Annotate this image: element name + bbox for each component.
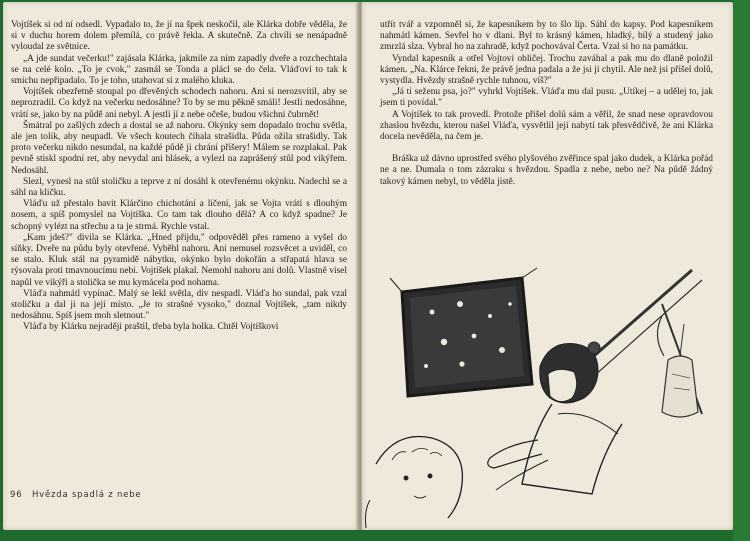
story-illustration bbox=[362, 264, 733, 530]
left-page bbox=[3, 2, 358, 530]
paragraph: Bráška už dávno uprostřed svého plyšového zvěřince spal jako dudek, a Klárka pořád ne a ne. Dumala o tom zázraku s hvězdou. Spadla z nebe, nebo ne? Na půdě žádný takový kámen nebyl, to věděla jistě. bbox=[380, 154, 713, 187]
left-page-text bbox=[11, 20, 347, 334]
paragraph: „Já ti seženu psa, jo?" vyhrkl Vojtíšek. Vláďa mu dal pusu. „Utíkej – a udělej to, jak jsem ti povídal." bbox=[380, 87, 713, 109]
page-footer bbox=[10, 490, 141, 500]
paragraph: A Vojtíšek to tak provedl. Protože přišel dolů sám a věřil, že snad nese opravdovou zhaslou hvězdu, kterou našel Vláďa, vysvětlil její nabytí tak přesvědčivě, že ani Klárka docela nevěděla, na čem je. bbox=[380, 109, 713, 143]
paragraph: Slezl, vynesl na stůl stoličku a teprve z ní dosáhl k otevřenému okýnku. Nadechl se a sáhl na kličku. bbox=[11, 176, 347, 199]
paragraph: Vojtíšek si od ní odsedl. Vypadalo to, že jí na špek neskočil, ale Klárka dobře věděla, že si v duchu horem dolem přemílá, co právě řekla. A skutečně. Za chvíli se nenápadně vyloudal ze světnice. bbox=[11, 20, 347, 53]
right-page bbox=[362, 2, 733, 530]
paragraph: Vláďu už přestalo bavit Klárčino chichotání a líčení, jak se Vojta vrátí s dlouhým nosem, a spíš pomyslel na Vojtíška. Co tam tak dlouho dělá? A co když spadne? Je schopný vylézt na střechu a ta je strmá. Rychle vstal. bbox=[11, 199, 347, 232]
paragraph: utřít tvář a vzpomněl si, že kapesníkem by to šlo líp. Sáhl do kapsy. Pod kapesníkem nahmátl kámen. Sevřel ho v dlani. Byl to krásný kámen, hladký, bílý a studený jako zmrzlá slza. Vybral ho na zahradě, když pochovával Čerta. Vzal si ho na památku. bbox=[380, 20, 713, 53]
hanging-bag-icon bbox=[662, 324, 698, 417]
page-number: 96 bbox=[10, 490, 23, 500]
paragraph: Šmátral po zašlých zdech a dostal se až nahoru. Okýnky sem dopadalo trochu světla, ale jen tolik, aby neupadl. Ve všech koutech číhala strašidla. Půda ožila strašidly. Tak proto večerku nikdo nesundal, na každé půdě ji chrání příšery! Málem se rozplakal. Pak pevně stiskl spodní ret, aby nevydal ani hlásek, a vylezl na zaprášený stůl pod vikýřem. Nedosáhl. bbox=[11, 120, 347, 176]
right-page-text bbox=[380, 20, 713, 188]
boy-figure bbox=[366, 436, 463, 528]
paragraph: Vojtíšek obezřetně stoupal po dřevěných schodech nahoru. Ani si nerozsvítil, aby se neprozradil. Co když na večerku nedosáhne? To by se mu pěkně smáli! Jestli nedosáhne, vrátí se, jako by na půdě ani nebyl. A jestli jí z nebe očeše, budou všichni čubrnět! bbox=[11, 87, 347, 120]
paragraph: Vyndal kapesník a otřel Vojtovi obličej. Trochu zaváhal a pak mu do dlaně položil kámen. „Na. Klárce řekni, že právě jedna padala a že jsi ji chytil. Ale než jsi přišel dolů, vystydla. Hvězdy strašně rychle tuhnou, víš?" bbox=[380, 53, 713, 87]
paragraph: Vláďa by Klárku nejraději praštil, třeba byla holka. Chtěl Vojtíškovi bbox=[23, 322, 279, 333]
paragraph: „A jde sundat večerku!" zajásala Klárka, jakmile za ním zapadly dveře a rozchechtala se na celé kolo. „To je cvok," zasmál se Tonda a plácl se do čela. Vláďovi to tak k smíchu nepřipadalo. To je toho, utahovat si z malého kluka. bbox=[11, 53, 347, 87]
paragraph: Vláďa nahmátl vypínač. Malý se lekl světla, div nespadl. Vláďa ho sundal, pak vzal stoličku a dal ji na její místo. „Je to strašné vysoko," doznal Vojtíšek, „tam nikdy nedosáhnu. Spíš jsem moh sletnout." bbox=[11, 288, 347, 322]
background-edge bbox=[733, 0, 750, 541]
paragraph: „Kam jdeš?" divila se Klárka. „Hned přijdu," odpověděl přes rameno a vyšel do síňky. Dveře na půdu byly otevřené. Vyběhl nahoru. Ani nemusel rozsvěcet a uviděl, co se stalo. Kluk stál na pyramidě nábytku, okýnko bylo dokořán a střapatá hlava se rýsovala proti tmavnoucímu nebi. Vojtíšek plakal. Nemohl nahoru ani dolů. Vlastně visel napůl ve vikýři a stolička se mu kymácela pod nohama. bbox=[11, 232, 347, 288]
running-title: Hvězda spadlá z nebe bbox=[31, 490, 142, 500]
attic-window bbox=[390, 268, 537, 396]
